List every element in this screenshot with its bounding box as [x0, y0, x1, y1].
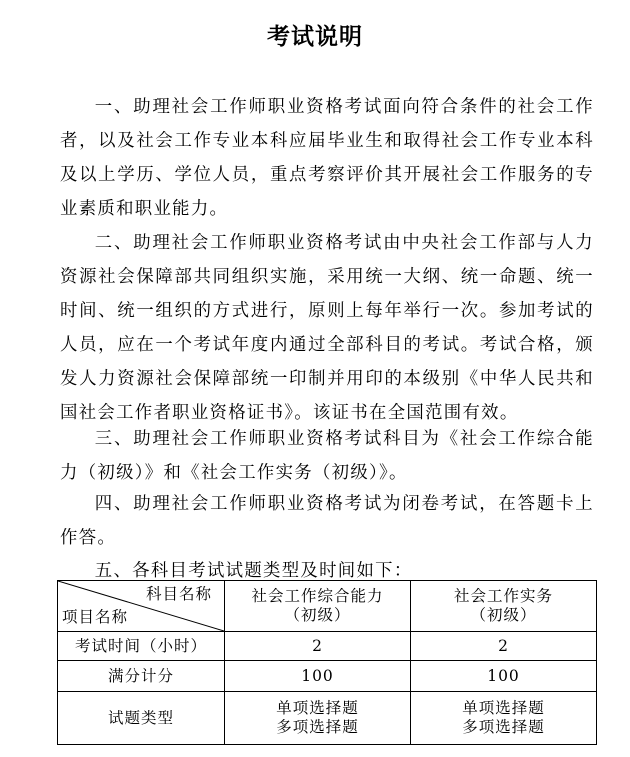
subject-header-1: [225, 581, 411, 632]
paragraph-5: 五、各科目考试试题类型及时间如下：: [94, 561, 413, 581]
table-row: [58, 632, 597, 661]
row-label: 考试时间（小时）: [58, 632, 225, 661]
table-cell: 2: [411, 632, 597, 661]
table-row: [58, 692, 597, 745]
paragraph-3: 三、助理社会工作师职业资格考试科目为《社会工作综合能力（初级）》和《社会工作实务（初级）》。: [60, 429, 594, 483]
exam-info-table: [57, 580, 597, 745]
subject-1-name: 社会工作综合能力: [251, 587, 384, 605]
table-cell: [411, 692, 597, 745]
table-cell: 100: [411, 661, 597, 692]
table-header-row: [58, 581, 597, 632]
item-name-label: 项目名称: [62, 608, 129, 626]
question-type-single: 单项选择题: [462, 699, 545, 717]
table-cell: 2: [225, 632, 411, 661]
row-label: 满分计分: [58, 661, 225, 692]
question-type-multiple: 多项选择题: [276, 718, 359, 736]
subject-2-level: （初级）: [470, 606, 537, 624]
question-type-multiple: 多项选择题: [462, 718, 545, 736]
paragraph-2: 二、助理社会工作师职业资格考试由中央社会工作部与人力资源社会保障部共同组织实施，采用统一大纲、统一命题、统一时间、统一组织的方式进行，原则上每年举行一次。参加考试的人员，应在一个考试年度内通过全部科目的考试。考试合格，颁发人力资源社会保障部统一印制并用印的本级别《中华人民共和国社会工作者职业资格证书》。该证书在全国范围有效。: [60, 233, 594, 423]
diagonal-header-cell: [58, 581, 225, 632]
subject-2-name: 社会工作实务: [453, 587, 553, 605]
document-title: 考试说明: [267, 23, 363, 50]
table-cell: 100: [225, 661, 411, 692]
paragraph-4: 四、助理社会工作师职业资格考试为闭卷考试，在答题卡上作答。: [60, 494, 594, 548]
table-row: [58, 661, 597, 692]
subject-1-level: （初级）: [284, 606, 351, 624]
subject-name-label: 科目名称: [145, 585, 212, 603]
row-label: 试题类型: [58, 692, 225, 745]
subject-header-2: [411, 581, 597, 632]
question-type-single: 单项选择题: [276, 699, 359, 717]
paragraph-1: 一、助理社会工作师职业资格考试面向符合条件的社会工作者，以及社会工作专业本科应届毕业生和取得社会工作专业本科及以上学历、学位人员，重点考察评价其开展社会工作服务的专业素质和职业能力。: [60, 97, 594, 219]
table-cell: [225, 692, 411, 745]
